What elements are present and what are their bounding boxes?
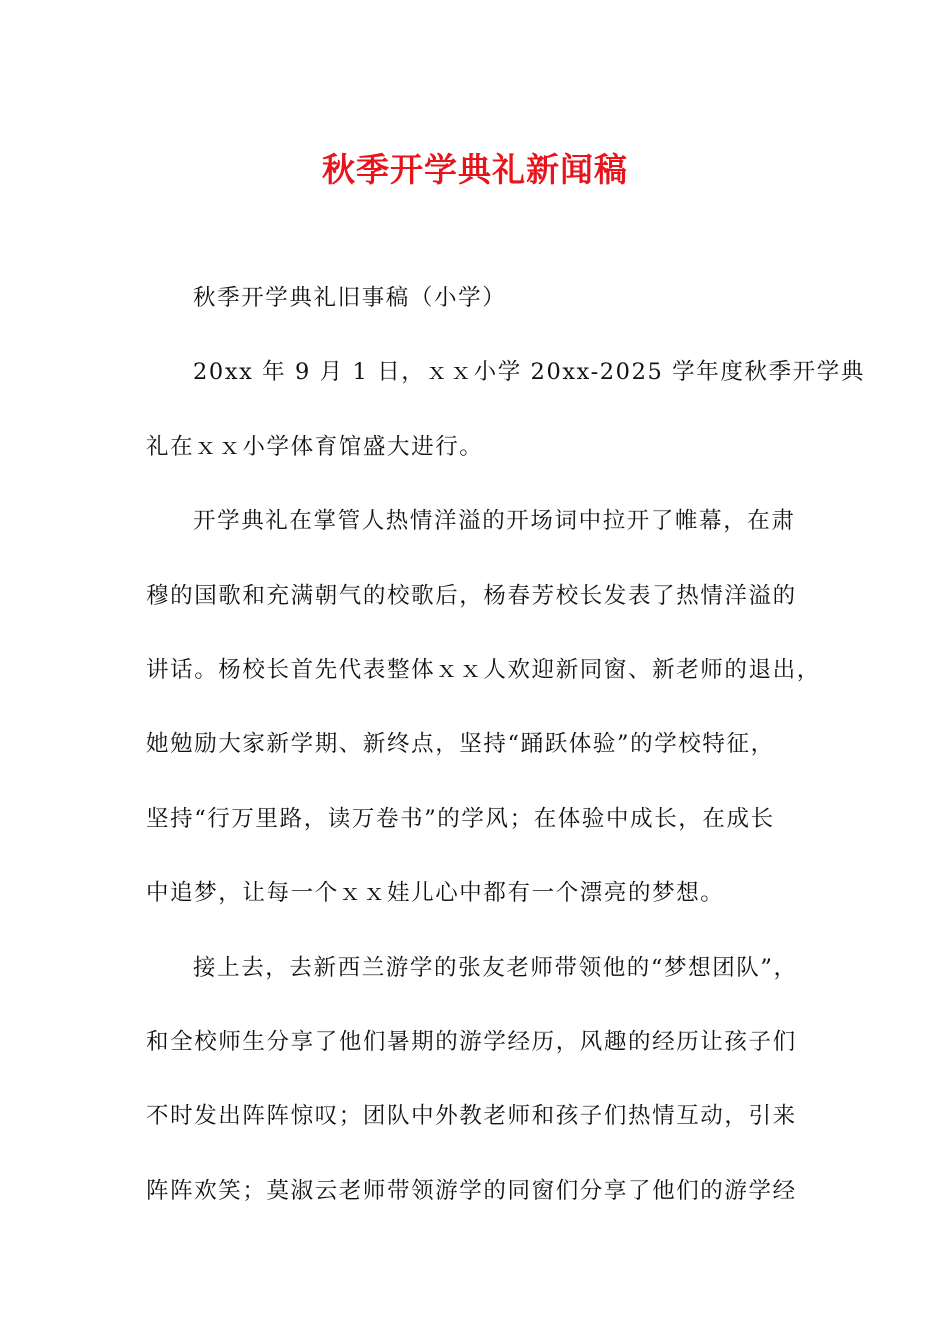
- body-line: 她勉励大家新学期、新终点，坚持“踊跃体验”的学校特征，: [146, 731, 775, 758]
- body-line: 开学典礼在掌管人热情洋溢的开场词中拉开了帷幕，在肃: [193, 508, 796, 535]
- body-line: 讲话。杨校长首先代表整体ｘｘ人欢迎新同窗、新老师的退出，: [146, 656, 821, 683]
- body-line: 穆的国歌和充满朝气的校歌后，杨春芳校长发表了热情洋溢的: [146, 582, 797, 609]
- document-body: [146, 280, 865, 1247]
- body-line: 阵阵欢笑；莫淑云老师带领游学的同窗们分享了他们的游学经: [146, 1177, 797, 1204]
- body-line: 20xx 年 9 月 1 日，ｘｘ小学 20xx-2025 学年度秋季开学典: [193, 359, 865, 386]
- body-line: 坚持“行万里路，读万卷书”的学风；在体验中成长，在成长: [146, 805, 775, 832]
- body-line: 中追梦，让每一个ｘｘ娃儿心中都有一个漂亮的梦想。: [146, 880, 725, 907]
- body-line: 不时发出阵阵惊叹；团队中外教老师和孩子们热情互动，引来: [146, 1103, 797, 1130]
- body-line: 礼在ｘｘ小学体育馆盛大进行。: [146, 433, 484, 460]
- body-line: 和全校师生分享了他们暑期的游学经历，风趣的经历让孩子们: [146, 1028, 797, 1055]
- body-line: 接上去，去新西兰游学的张友老师带领他的“梦想团队”，: [193, 954, 798, 981]
- document-title: 秋季开学典礼新闻稿: [322, 150, 628, 189]
- body-line: 秋季开学典礼旧事稿（小学）: [193, 285, 507, 311]
